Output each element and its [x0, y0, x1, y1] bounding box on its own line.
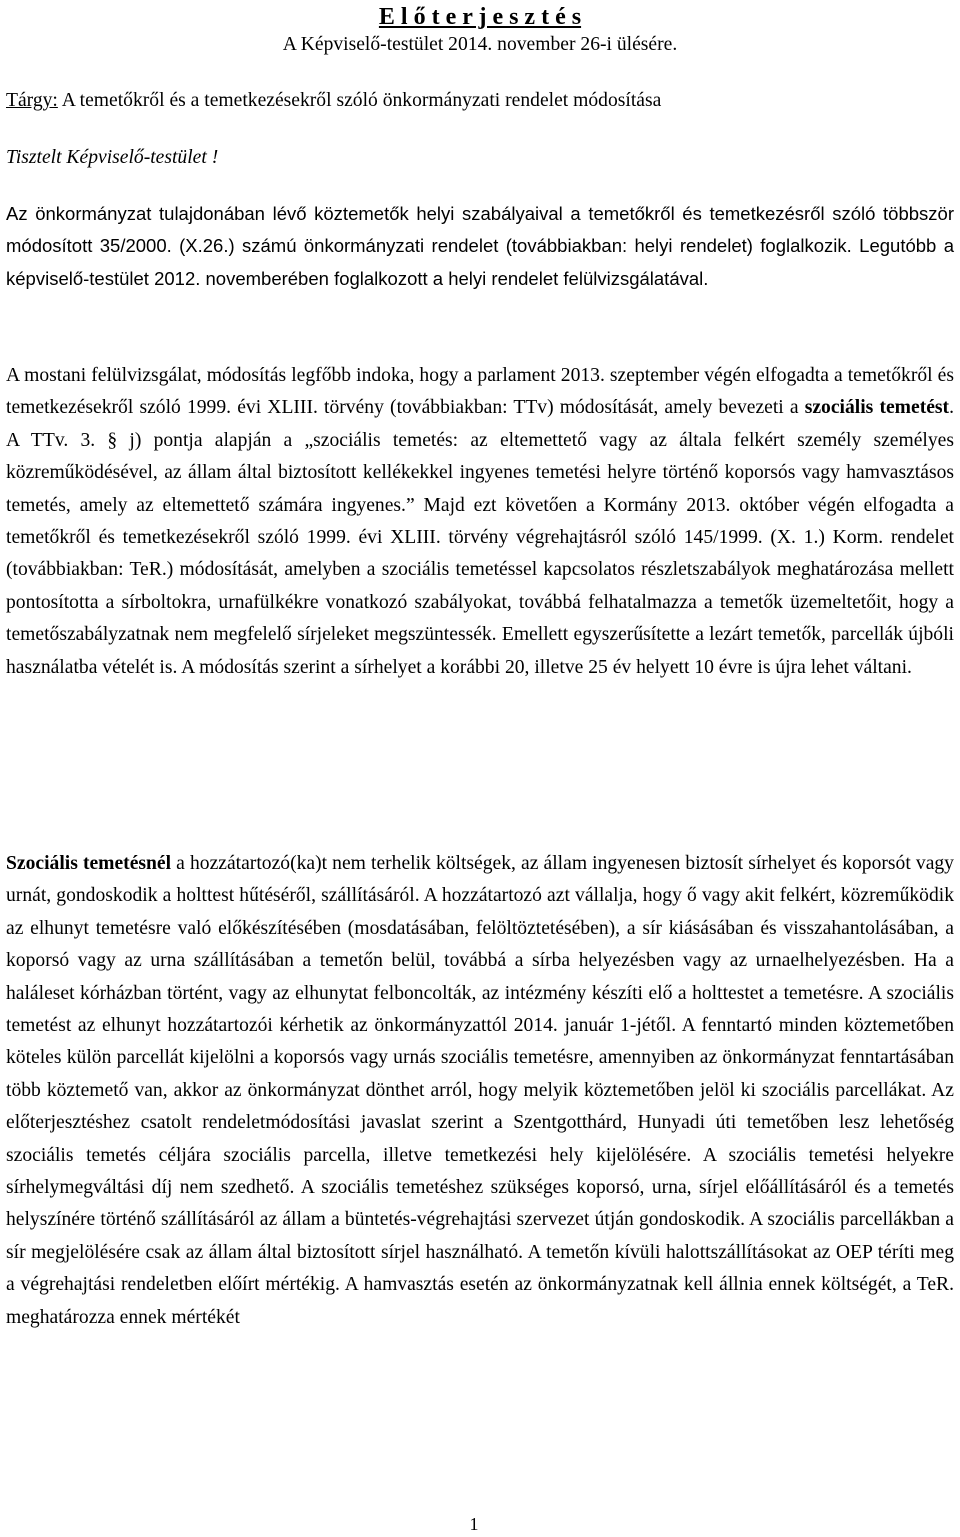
page-number: 1	[469, 1514, 479, 1534]
paragraph-1	[6, 198, 954, 295]
subject-text: A temetőkről és a temetkezésekről szóló önkormányzati rendelet módosítása	[57, 90, 662, 111]
paragraph-2	[6, 360, 954, 684]
paragraph-3	[6, 848, 954, 1334]
subject-line	[6, 88, 954, 114]
paragraph-3-text: a hozzátartozó(ka)t nem terhelik költségek, az állam ingyenesen biztosít sírhelyet és koporsót vagy urnát, gondoskodik a holttest hűtéséről, szállításáról. A hozzátartozó azt vállalja, hogy ő vagy akit felkért, közreműködik az elhunyt temetésre való előkészítésében (mosdatásában, felöltöztetésében), a sír kiásásában és visszahantolásában, a koporsó vagy az urna szállításában a temetőn belül, továbbá a sírba helyezésben vagy az urnaelhelyezésben. Ha a haláleset kórházban történt, vagy az elhunytat felboncolták, az intézmény készíti elő a holttestet a temetésre. A szociális temetést az elhunyt hozzátartozói kérhetik az önkormányzattól 2014. január 1-jétől. A fenntartó minden köztemetőben köteles külön parcellát kijelölni a koporsós vagy urnás szociális temetésre, amennyiben az önkormányzat fenntartásában több köztemető van, akkor az önkormányzat dönthet arról, hogy melyik köztemetőben jelöl ki szociális parcellákat. Az előterjesztéshez csatolt rendeletmódosítási javaslat szerint a Szentgotthárd, Hunyadi úti temetőben lesz lehetőség szociális temetés céljára szociális parcella, illetve temetkezési hely kijelölésére. A szociális temetési helyekre sírhelymegváltási díj nem szedhető. A szociális temetéshez szükséges koporsó, urna, sírjel előállításáról és a temetés helyszínére történő szállításáról az állam a büntetés-végrehajtási szervezet útján gondoskodik. A szociális parcellákban a sír megjelölésére csak az állam által biztosított sírjel használható. A temetőn kívüli halottszállításokat az OEP téríti meg a végrehajtási rendeletben előírt mértékig. A hamvasztás esetén az önkormányzatnak kell állnia ennek költségét, a TeR. meghatározza ennek mértékét	[6, 853, 954, 1328]
paragraph-2-bold: szociális temetést	[804, 397, 950, 419]
paragraph-3-bold: Szociális temetésnél	[6, 853, 172, 874]
salutation: Tisztelt Képviselő-testület !	[6, 147, 219, 168]
meeting-subtitle: A Képviselő-testület 2014. november 26-i ülésére.	[282, 34, 678, 55]
paragraph-2-part-2: . A TTv. 3. § j) pontja alapján a „szociális temetés: az eltemettető vagy az általa felkért személy személyes közreműködésével, az állam által biztosított kellékekkel ingyenes temetési helyre történő koporsós vagy hamvasztásos temetés, amely az eltemettető számára ingyenes.” Majd ezt követően a Kormány 2013. október végén elfogadta a temetőkről és temetkezésekről szóló 1999. évi XLIII. törvény végrehajtásról szóló 145/1999. (X. 1.) Korm. rendelet (továbbiakban: TeR.) módosítását, amelyben a szociális temetéssel kapcsolatos részletszabályok meghatározása mellett pontosította a sírboltokra, urnafülkékre vonatkozó szabályokat, továbbá felhatalmazza a temetők üzemeltetőit, hogy a temetőszabályzatnak nem megfelelő sírjeleket megszüntessék. Emellett egyszerűsítette a lezárt temetők, parcellák újbóli használatba vételét is. A módosítás szerint a sírhelyet a korábbi 20, illetve 25 év helyett 10 évre is újra lehet váltani.	[6, 397, 954, 678]
paragraph-1-sentence-1: Az önkormányzat tulajdonában lévő köztemetők helyi szabályaival a temetőkről és temetkezésről szóló többször módosított 35/2000. (X.26.) számú önkormányzati rendelet (továbbiakban: helyi rendelet) foglalkozik.	[6, 203, 954, 257]
document-title: E l ő t e r j e s z t é s	[378, 4, 582, 30]
paragraph-1-sentence-2: Legutóbb a képviselő-testület 2012. novemberében foglalkozott a helyi rendelet felülvizsgálatával.	[6, 235, 954, 289]
subject-label: Tárgy:	[6, 90, 58, 111]
paragraph-2-part-1: A mostani felülvizsgálat, módosítás legfőbb indoka, hogy a parlament 2013. szeptember végén elfogadta a temetőkről és temetkezésekről szóló 1999. évi XLIII. törvény (továbbiakban: TTv) módosítását, amely bevezeti a	[6, 365, 954, 419]
